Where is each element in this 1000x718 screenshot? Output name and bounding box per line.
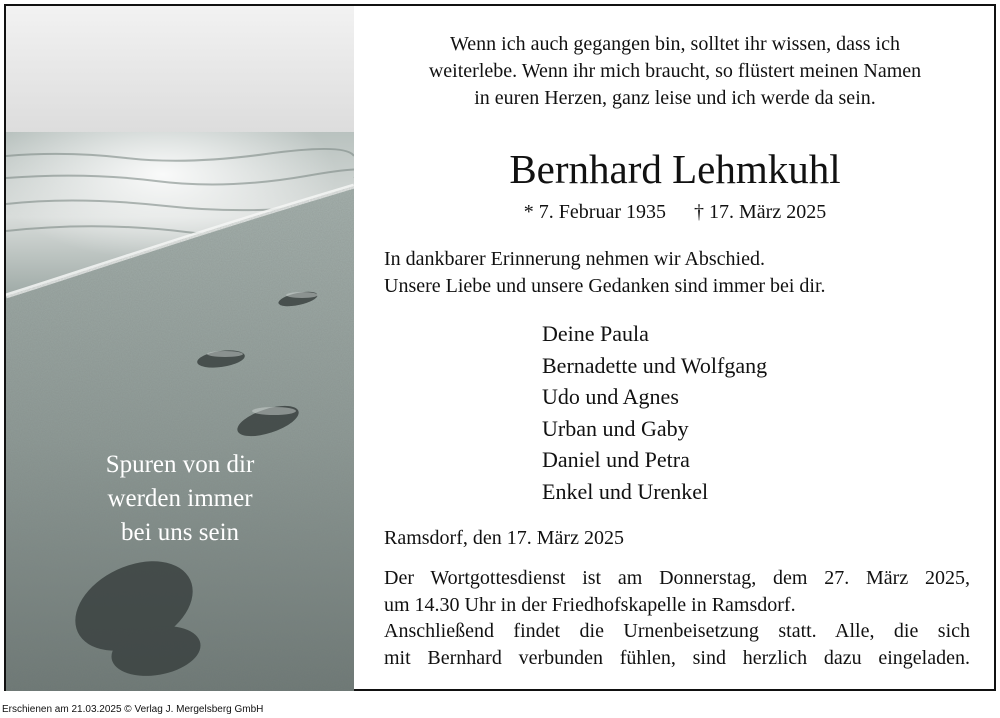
- farewell-line: In dankbarer Erinnerung nehmen wir Abschied.: [384, 248, 765, 270]
- notice-text: [360, 6, 990, 691]
- mourner-entry: Bernadette und Wolfgang: [542, 352, 768, 378]
- service-line: mit Bernhard verbunden fühlen, sind herzlich dazu eingeladen.: [384, 646, 970, 669]
- opening-quote: [360, 31, 990, 112]
- service-line: um 14.30 Uhr in der Friedhofskapelle in Ramsdorf.: [384, 593, 796, 616]
- death-date: † 17. März 2025: [694, 201, 827, 223]
- service-line: Der Wortgottesdienst ist am Donnerstag, dem 27. März 2025,: [384, 567, 970, 589]
- image-caption: [6, 448, 354, 550]
- mourner-entry: Enkel und Urenkel: [542, 478, 709, 504]
- service-line: Anschließend findet die Urnenbeisetzung statt. Alle, die sich: [384, 620, 970, 642]
- mourner-entry: Deine Paula: [542, 321, 649, 346]
- place-and-date: Ramsdorf, den 17. März 2025: [384, 527, 624, 549]
- beach-footprints-image: [6, 6, 354, 691]
- birth-date: * 7. Februar 1935: [523, 201, 666, 223]
- farewell-text: [384, 246, 826, 300]
- quote-line: weiterlebe. Wenn ihr mich braucht, so flüstert meinen Namen: [428, 60, 922, 82]
- deceased-name: Bernhard Lehmkuhl: [509, 146, 841, 192]
- service-information: [384, 565, 970, 671]
- beach-photo: [6, 6, 354, 691]
- farewell-line: Unsere Liebe und unsere Gedanken sind immer bei dir.: [384, 275, 826, 297]
- mourner-entry: Urban und Gaby: [542, 415, 689, 441]
- publication-footer: Erschienen am 21.03.2025 © Verlag J. Mergelsberg GmbH: [2, 704, 264, 715]
- caption-line: Spuren von dir: [105, 451, 255, 478]
- caption-line: werden immer: [107, 485, 253, 512]
- mourner-entry: Udo und Agnes: [542, 384, 679, 410]
- life-dates: [360, 199, 990, 225]
- caption-line: bei uns sein: [120, 519, 240, 546]
- mourner-entry: Daniel und Petra: [542, 447, 690, 473]
- mourners-list: [542, 318, 767, 508]
- quote-line: Wenn ich auch gegangen bin, solltet ihr wissen, dass ich: [450, 33, 900, 55]
- quote-line: in euren Herzen, ganz leise und ich werde da sein.: [474, 87, 876, 109]
